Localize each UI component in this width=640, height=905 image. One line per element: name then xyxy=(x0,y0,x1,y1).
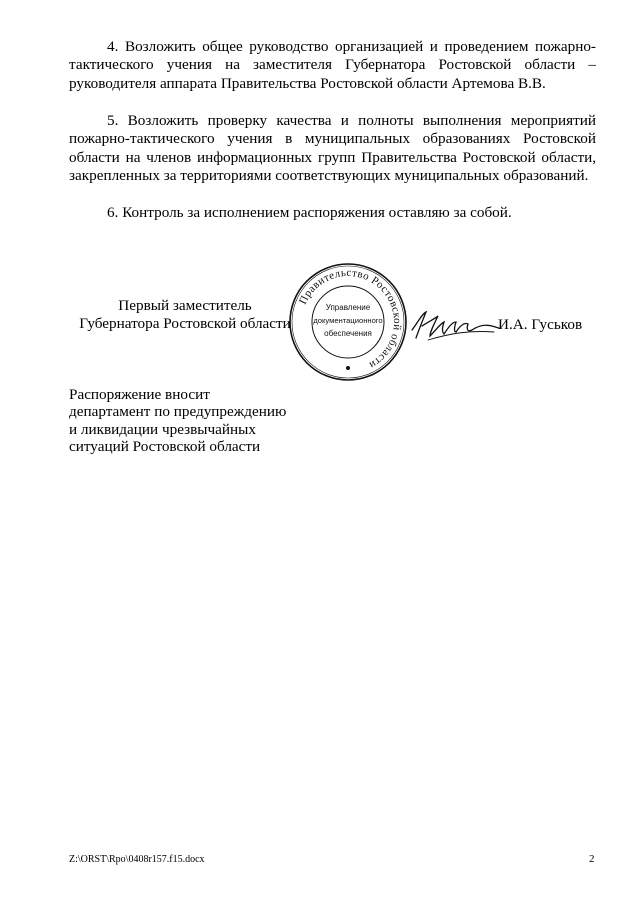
page-number: 2 xyxy=(589,853,595,865)
stamp-dot xyxy=(346,366,350,370)
stamp-center-line2: документационного xyxy=(313,316,383,325)
stamp-ring-text: Правительство Ростовской области xyxy=(297,266,404,372)
paragraph-6: 6. Контроль за исполнением распоряжения оставляю за собой. xyxy=(107,204,512,221)
submitter-note-line1: Распоряжение вносит xyxy=(69,386,210,403)
paragraph-4: 4. Возложить общее руководство организацией и проведением пожарно-тактического учения на заместителя Губернатора Ростовской области – руководителя аппарата Правительства Ростовской области Артемова В.В. xyxy=(69,38,596,92)
submitter-note-line2: департамент по предупреждению xyxy=(69,403,287,421)
file-path: Z:\ORST\Rpo\0408r157.f15.docx xyxy=(69,854,205,865)
official-stamp xyxy=(286,260,410,384)
signatory-name: И.А. Гуськов xyxy=(498,316,583,333)
handwritten-signature xyxy=(408,300,500,350)
signatory-position-line1: Первый заместитель xyxy=(118,297,252,314)
stamp-center-line3: обеспечения xyxy=(324,329,372,338)
signatory-position-line2: Губернатора Ростовской области xyxy=(79,315,291,333)
submitter-note-line4: ситуаций Ростовской области xyxy=(69,438,261,456)
stamp-center-line1: Управление xyxy=(325,303,371,312)
submitter-note xyxy=(69,386,286,456)
signatory-position xyxy=(76,297,294,334)
paragraph-5: 5. Возложить проверку качества и полноты выполнения мероприятий пожарно-тактического учения в муниципальных образованиях Ростовской области на членов информационных групп Правительства Ростовской области, закрепленных за территориями соответствующих муниципальных образований. xyxy=(69,112,596,185)
submitter-note-line3: и ликвидации чрезвычайных xyxy=(69,420,256,438)
